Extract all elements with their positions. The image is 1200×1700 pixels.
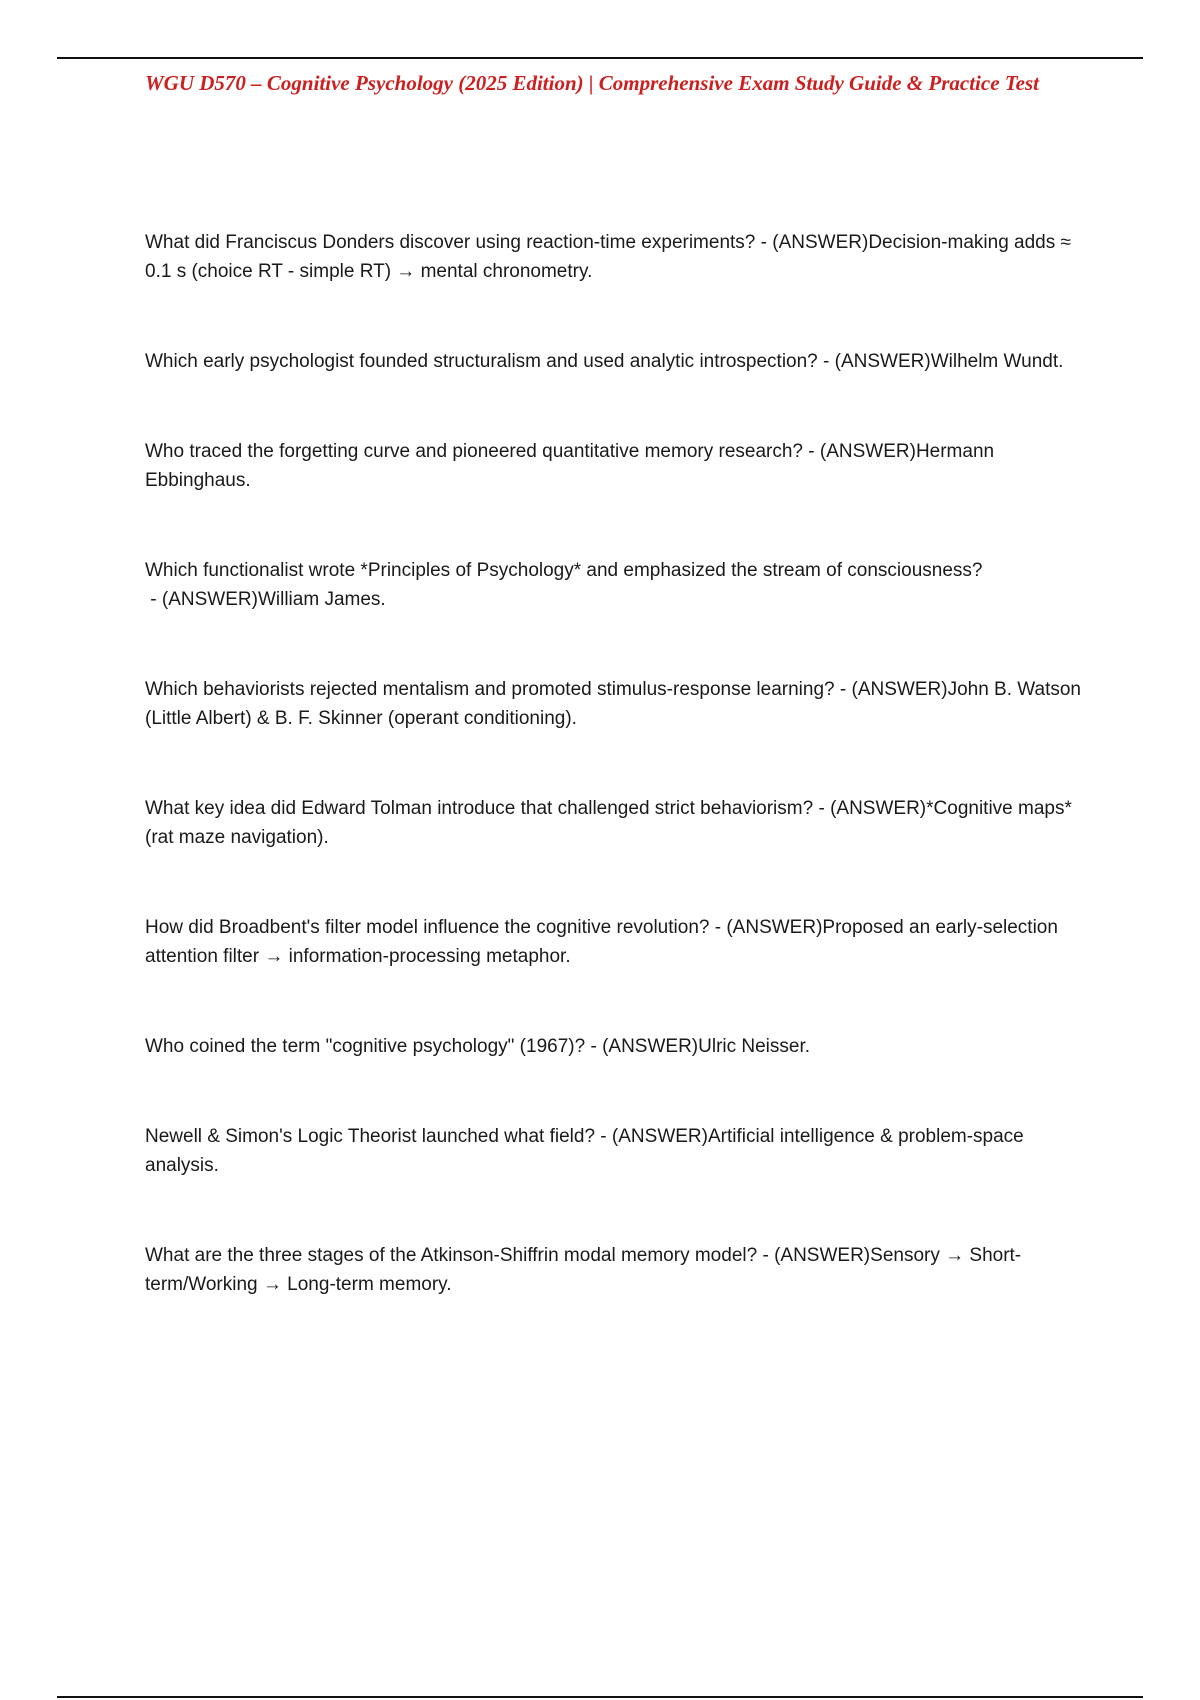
answer-text: Hermann Ebbinghaus. <box>145 441 995 491</box>
separator: - <box>145 589 162 610</box>
top-rule <box>57 57 1143 59</box>
question-text: Which behaviorists rejected mentalism and promoted stimulus-response learning? <box>145 679 835 700</box>
answer-text: John B. Watson (Little Albert) & B. F. Skinner (operant conditioning). <box>145 679 1081 729</box>
question-text: What key idea did Edward Tolman introduce that challenged strict behaviorism? <box>145 798 814 819</box>
document-title: WGU D570 – Cognitive Psychology (2025 Edition) | Comprehensive Exam Study Guide & Practice Test <box>145 71 1039 95</box>
question-text: Who coined the term "cognitive psychology" (1967)? <box>145 1036 586 1057</box>
question-text: Which early psychologist founded structuralism and used analytic introspection? <box>145 351 818 372</box>
answer-tag: (ANSWER) <box>830 798 927 819</box>
qa-item <box>145 347 1090 376</box>
qa-item <box>145 437 1090 495</box>
answer-tag: (ANSWER) <box>834 351 931 372</box>
separator: - <box>834 679 852 700</box>
answer-tag: (ANSWER) <box>726 917 823 938</box>
answer-text: Proposed an early-selection attention filter → information-processing metaphor. <box>145 917 1058 967</box>
answer-tag: (ANSWER) <box>602 1036 699 1057</box>
answer-text: Wilhelm Wundt. <box>930 351 1064 372</box>
question-text: What are the three stages of the Atkinson-Shiffrin modal memory model? <box>145 1245 758 1266</box>
qa-item <box>145 913 1090 971</box>
answer-text: Sensory → Short-term/Working → Long-term memory. <box>145 1245 1022 1295</box>
separator: - <box>817 351 835 372</box>
question-text: Which functionalist wrote *Principles of Psychology* and emphasized the stream of consciousness? <box>145 560 983 581</box>
separator: - <box>802 441 820 462</box>
answer-text: Decision-making adds ≈ 0.1 s (choice RT - simple RT) → mental chronometry. <box>145 232 1071 282</box>
separator: - <box>585 1036 603 1057</box>
answer-text: Ulric Neisser. <box>698 1036 811 1057</box>
answer-tag: (ANSWER) <box>611 1126 708 1147</box>
qa-item <box>145 1032 1090 1061</box>
answer-tag: (ANSWER) <box>819 441 916 462</box>
qa-list <box>145 228 1090 1360</box>
separator: - <box>755 232 773 253</box>
separator: - <box>709 917 727 938</box>
question-text: How did Broadbent's filter model influence the cognitive revolution? <box>145 917 710 938</box>
qa-item <box>145 1241 1090 1299</box>
answer-text: *Cognitive maps* (rat maze navigation). <box>145 798 1072 848</box>
qa-item <box>145 1122 1090 1180</box>
question-text: What did Franciscus Donders discover using reaction-time experiments? <box>145 232 756 253</box>
answer-tag: (ANSWER) <box>161 589 258 610</box>
qa-item <box>145 228 1090 286</box>
question-text: Who traced the forgetting curve and pioneered quantitative memory research? <box>145 441 803 462</box>
qa-item <box>145 675 1090 733</box>
answer-tag: (ANSWER) <box>772 232 869 253</box>
bottom-rule <box>57 1696 1143 1698</box>
separator: - <box>757 1245 775 1266</box>
answer-tag: (ANSWER) <box>851 679 948 700</box>
qa-item <box>145 556 1090 614</box>
answer-tag: (ANSWER) <box>774 1245 871 1266</box>
separator: - <box>595 1126 612 1147</box>
answer-text: Artificial intelligence & problem-space analysis. <box>145 1126 1024 1176</box>
qa-item <box>145 794 1090 852</box>
separator: - <box>813 798 831 819</box>
question-text: Newell & Simon's Logic Theorist launched what field? <box>145 1126 596 1147</box>
answer-text: William James. <box>257 589 386 610</box>
